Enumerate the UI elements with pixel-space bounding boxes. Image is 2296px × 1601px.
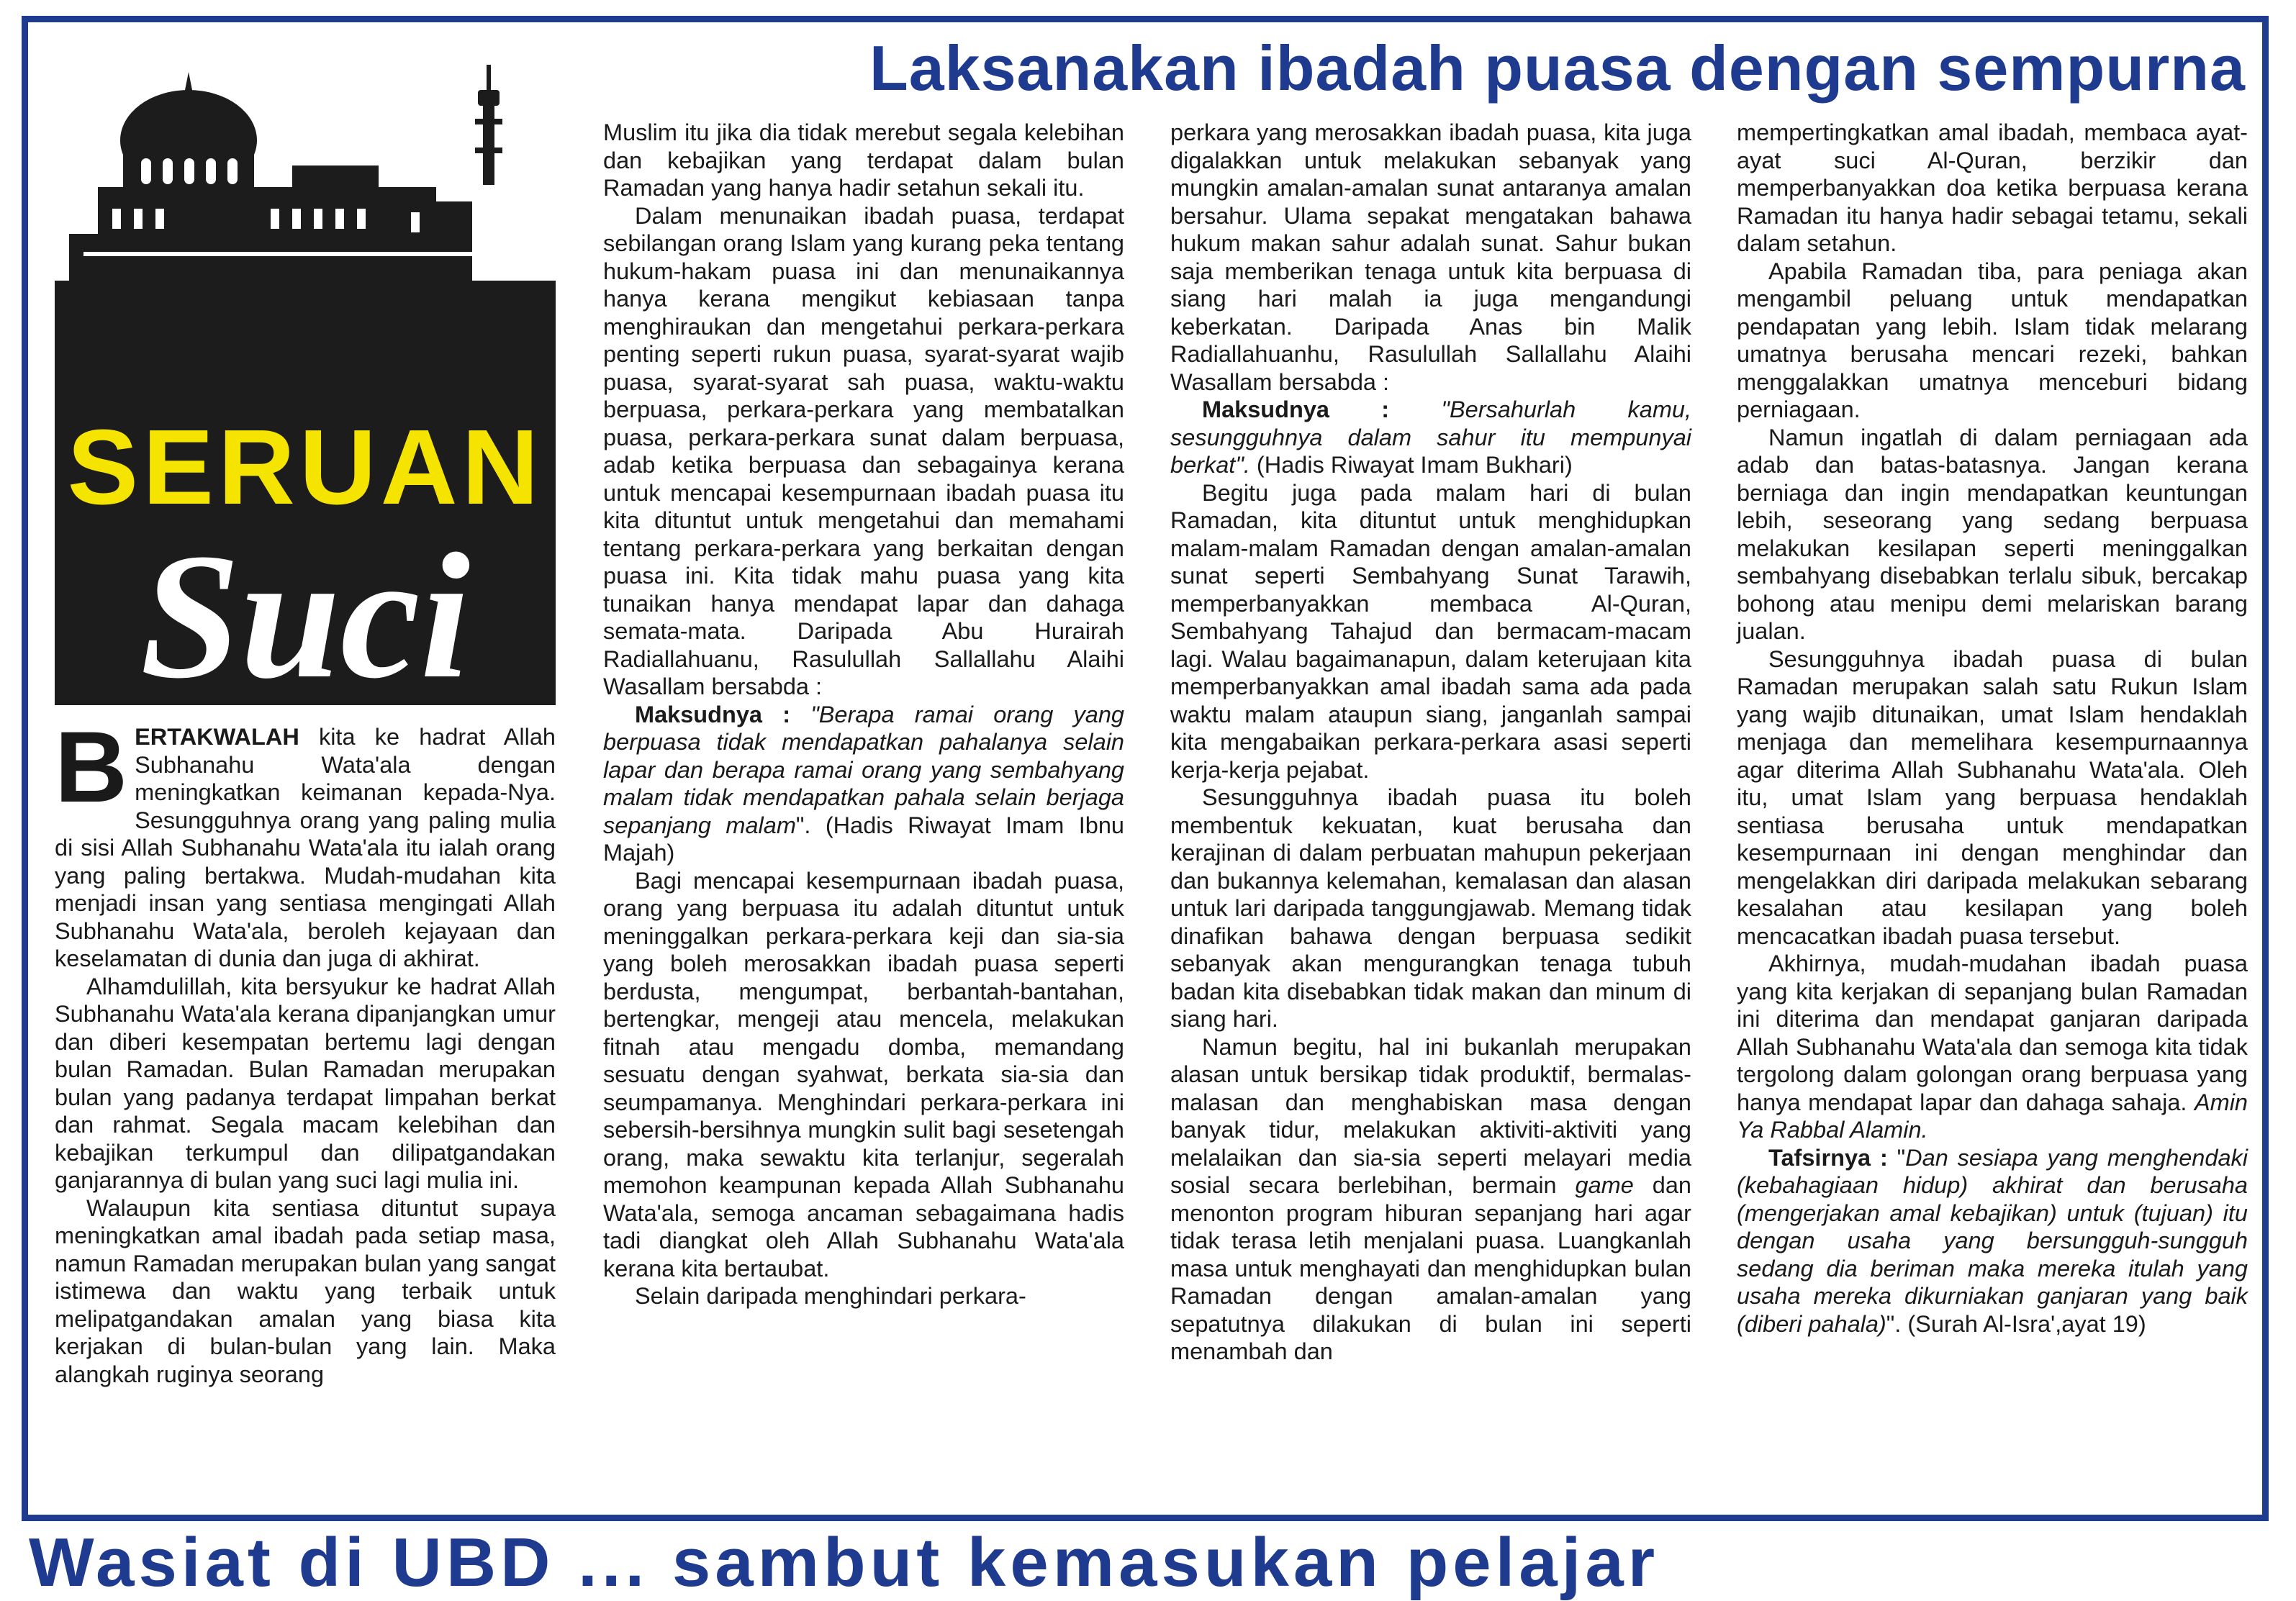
paragraph-text: Akhirnya, mudah-mudahan ibadah puasa yang kita kerjakan di sepanjang bulan Ramadan ini diterima dan mendapat ganjaran daripada Allah Subhanahu Wata'ala dan semoga kita tidak tergolong dalam golongan orang berpuasa yang hanya mendapat lapar dan dahaga sahaja. — [1737, 951, 2248, 1115]
tafsir-text: Dan sesiapa yang menghendaki (kebahagiaan hidup) akhirat dan berusaha (mengerjakan amal kebajikan) untuk (tujuan) itu dengan usaha yang bersungguh-sungguh sedang dia beriman maka mereka itulah yang usaha mereka dikurniakan ganjaran yang baik (diberi pahala) — [1737, 1144, 2248, 1337]
article-column-4 — [1737, 119, 2248, 1504]
quote-text: "Berapa ramai orang yang berpuasa tidak mendapatkan pahalanya selain lapar dan berapa ramai orang yang sembahyang malam tidak mendapatkan pahala selain berjaga sepanjang malam — [603, 701, 1124, 838]
paragraph: Muslim itu jika dia tidak merebut segala kelebihan dan kebajikan yang terdapat dalam bulan Ramadan yang hanya hadir setahun sekali itu. — [603, 119, 1124, 201]
paragraph: Walaupun kita sentiasa dituntut supaya meningkatkan amal ibadah pada setiap masa, namun Ramadan merupakan bulan yang sangat istimewa dan waktu yang terbaik untuk melipatgandakan amalan yang biasa kita kerjakan di bulan-bulan yang lain. Maka alangkah ruginya seorang — [55, 1194, 556, 1387]
hadith-quote — [603, 701, 1124, 867]
article-headline: Laksanakan ibadah puasa dengan sempurna — [869, 32, 2246, 104]
article-column-3 — [1170, 119, 1691, 1504]
tafsir-label: Tafsirnya : — [1768, 1144, 1888, 1171]
paragraph-text: Namun begitu, hal ini bukanlah merupakan alasan untuk bersikap tidak produktif, bermalas-malasan dan menghabiskan masa dengan banyak tidur, melakukan aktiviti-aktiviti yang melalaikan dan sia-sia seperti melayari media sosial secara berlebihan, bermain — [1170, 1033, 1691, 1198]
paragraph — [1170, 1033, 1691, 1366]
paragraph: mempertingkatkan amal ibadah, membaca ayat-ayat suci Al-Quran, berzikir dan memperbanyakkan doa ketika berpuasa kerana Ramadan itu hanya hadir sebagai tetamu, sekali dalam setahun. — [1737, 119, 2248, 256]
closing-prayer: Amin Ya Rabbal Alamin. — [1737, 1089, 2248, 1143]
paragraph — [55, 710, 556, 973]
paragraph: Begitu juga pada malam hari di bulan Ramadan, kita dituntut untuk menghidupkan malam-malam Ramadan dengan amalan-amalan sunat seperti Sembahyang Sunat Tarawih, memperbanyakkan membaca Al-Quran, Sembahyang Tahajud dan bermacam-macam lagi. Walau bagaimanapun, dalam keterujaan kita memperbanyakkan amal ibadah sama ada pada waktu malam ataupun siang, janganlah sampai kita mengabaikan perkara-perkara asasi seperti kerja-kerja pejabat. — [1170, 479, 1691, 783]
paragraph: perkara yang merosakkan ibadah puasa, kita juga digalakkan untuk melakukan sebanyak yang mungkin amalan-amalan sunat antaranya amalan bersahur. Ulama sepakat mengatakan bahawa hukum makan sahur adalah sunat. Sahur bukan saja memberikan tenaga untuk kita berpuasa di siang hari malah ia juga mengandungi keberkatan. Daripada Anas bin Malik Radiallahuanhu, Rasulullah Sallallahu Alaihi Wasallam bersabda : — [1170, 119, 1691, 395]
paragraph: Sesungguhnya ibadah puasa itu boleh membentuk kekuatan, kuat berusaha dan kerajinan di dalam perbuatan mahupun pekerjaan dan bukannya kelemahan, kemalasan dan alasan untuk lari daripada tanggungjawab. Memang tidak dinafikan bahawa dengan berpuasa sedikit sebanyak akan mengurangkan tenaga tubuh badan kita disebabkan tidak makan dan minum di siang hari. — [1170, 784, 1691, 1032]
paragraph: Dalam menunaikan ibadah puasa, terdapat sebilangan orang Islam yang kurang peka tentang hukum-hakam puasa ini dan menunaikannya hanya kerana mengikut kebiasaan tanpa menghiraukan dan mengetahui perkara-perkara penting seperti rukun puasa, syarat-syarat wajib puasa, syarat-syarat sah puasa, waktu-waktu berpuasa, perkara-perkara yang membatalkan puasa, perkara-perkara sunat dalam berpuasa, adab ketika berpuasa dan sebagainya kerana untuk mencapai kesempurnaan ibadah puasa itu kita dituntut untuk mengetahui dan memahami tentang perkara-perkara yang berkaitan dengan puasa ini. Kita tidak mahu puasa yang kita tunaikan hanya mendapat lapar dan dahaga semata-mata. Daripada Abu Hurairah Radiallahuanu, Rasulullah Sallallahu Alaihi Wasallam bersabda : — [603, 202, 1124, 699]
quote-label: Maksudnya : — [1202, 396, 1390, 422]
tafsir-source: ". (Surah Al-Isra',ayat 19) — [1886, 1310, 2146, 1337]
quote-source: ". (Hadis Riwayat Imam Ibnu Majah) — [603, 812, 1124, 866]
paragraph — [1737, 950, 2248, 1144]
drop-cap: B — [55, 710, 128, 823]
paragraph: Sesungguhnya ibadah puasa di bulan Ramadan merupakan salah satu Rukun Islam yang wajib ditunaikan, umat Islam hendaklah menjaga dan memelihara kesempurnaannya agar diterima Allah Subhanahu Wata'ala. Oleh itu, umat Islam yang berpuasa hendaklah sentiasa berusaha untuk mendapatkan kesempurnaan ini dengan menghindar dan mengelakkan diri daripada melakukan sebarang kesalahan atau kesilapan yang boleh mencacatkan ibadah puasa tersebut. — [1737, 645, 2248, 949]
banner-word-suci: Suci — [140, 517, 471, 716]
banner-word-seruan: SERUAN — [67, 408, 543, 527]
paragraph: Selain daripada menghindari perkara- — [635, 1283, 1026, 1309]
lead-word: ERTAKWALAH — [135, 724, 299, 750]
italic-word: game — [1575, 1172, 1634, 1198]
banner-graphic — [55, 50, 556, 716]
quote-text: "Bersahurlah kamu, sesungguhnya dalam sahur itu mempunyai berkat". — [1170, 396, 1691, 478]
tafsir-quote — [1737, 1144, 2248, 1338]
paragraph-text: kita ke hadrat Allah Subhanahu Wata'ala dengan meningkatkan keimanan kepada-Nya. Sesungguhnya orang yang paling mulia di sisi Allah Subhanahu Wata'ala itu ialah orang yang paling bertakwa. Mudah-mudahan kita menjadi insan yang sentiasa mengingati Allah Subhanahu Wata'ala, beroleh kejayaan dan keselamatan di dunia dan juga di akhirat. — [55, 724, 556, 971]
quote-source: (Hadis Riwayat Imam Bukhari) — [1249, 452, 1573, 478]
paragraph-text: dan menonton program hiburan sepanjang hari agar tidak terasa letih menjalani puasa. Luangkanlah masa untuk menghayati dan menghidupkan bulan Ramadan dengan amalan-amalan yang sepatutnya dilakukan di bulan ini seperti menambah dan — [1170, 1172, 1691, 1364]
hadith-quote — [1170, 396, 1691, 479]
article-column-1 — [55, 710, 556, 1500]
quote-label: Maksudnya : — [635, 701, 791, 727]
paragraph: Bagi mencapai kesempurnaan ibadah puasa, orang yang berpuasa itu adalah dituntut untuk meninggalkan perkara-perkara keji dan sia-sia yang boleh merosakkan ibadah puasa seperti berdusta, mengumpat, berbantah-bantahan, bertengkar, mengeji atau mencela, melakukan fitnah atau mengadu domba, memandang sesuatu dengan syahwat, berkata sia-sia dan seumpamanya. Menghindari perkara-perkara ini sebersih-bersihnya mungkin sulit bagi sesetengah orang, maka sewaktu kita terlanjur, segeralah memohon keampunan kepada Allah Subhanahu Wata'ala, semoga ancaman sebagaimana hadis tadi diangkat oleh Allah Subhanahu Wata'ala kerana kita bertaubat. — [603, 867, 1124, 1282]
paragraph: Alhamdulillah, kita bersyukur ke hadrat Allah Subhanahu Wata'ala kerana dipanjangkan umur dan diberi kesempatan bertemu lagi dengan bulan Ramadan. Bulan Ramadan merupakan bulan yang padanya terdapat limpahan berkat dan rahmat. Segala macam kelebihan dan kebajikan terkumpul dan dilipatgandakan ganjarannya di bulan yang suci lagi mulia ini. — [55, 973, 556, 1193]
quote-open: " — [1887, 1144, 1906, 1171]
next-headline-strip — [0, 1524, 2296, 1601]
paragraph: Namun ingatlah di dalam perniagaan ada adab dan batas-batasnya. Jangan kerana berniaga dan ingin mendapatkan keuntungan lebih, seseorang yang sedang berpuasa melakukan kesilapan seperti meninggalkan sembahyang disebabkan terlalu sibuk, bercakap bohong atau menipu demi melariskan barang jualan. — [1737, 424, 2248, 644]
paragraph: Apabila Ramadan tiba, para peniaga akan mengambil peluang untuk mendapatkan pendapatan yang lebih. Islam tidak melarang umatnya berusaha mencari rezeki, bahkan menggalakkan umatnya menceburi bidang perniagaan. — [1737, 258, 2248, 422]
article-column-2 — [603, 119, 1124, 1504]
next-headline-text: Wasiat di UBD ... sambut kemasukan pelajar — [29, 1524, 1660, 1601]
seruan-suci-banner — [55, 50, 556, 716]
